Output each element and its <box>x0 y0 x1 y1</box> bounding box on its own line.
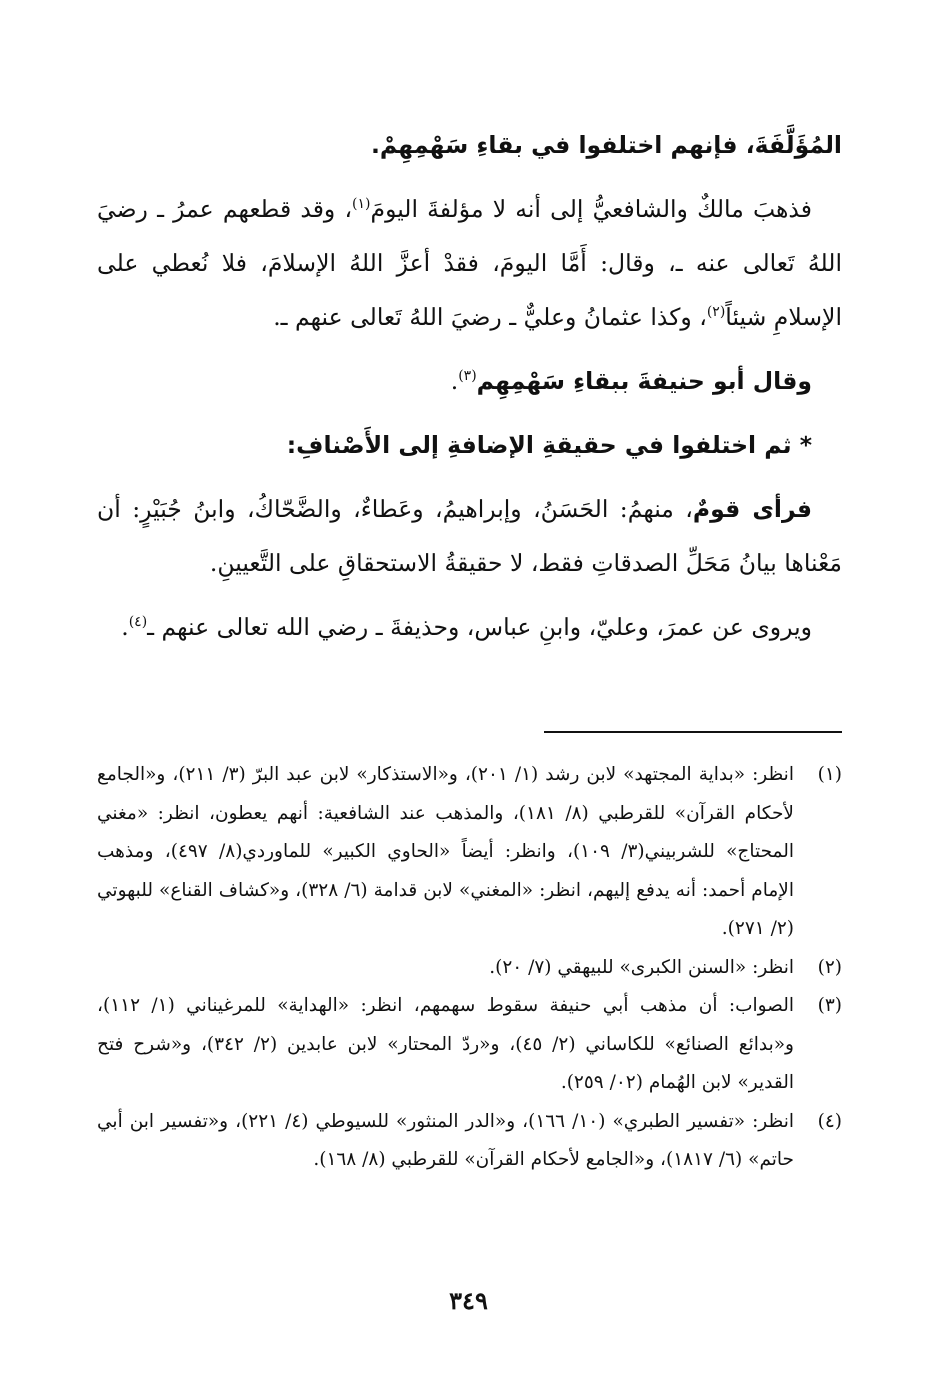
footnote-ref-3[interactable]: (٣) <box>458 368 477 385</box>
footnote-text: انظر: «تفسير الطبري» (١٠/ ١٦٦)، و«الدر المنثور» للسيوطي (٤/ ٢٢١)، و«تفسير ابن أبي حاتم» (٦/ ١٨١٧)، و«الجامع لأحكام القرآن» للقرطبي (٨/ ١٦٨). <box>97 1110 794 1170</box>
paragraph-3 <box>97 354 842 408</box>
paragraph-5-lead: فرأى قومٌ <box>692 495 812 523</box>
section-heading <box>97 418 842 472</box>
footnote-ref-2[interactable]: (٢) <box>706 304 726 321</box>
footnote-number: (١) <box>817 764 842 785</box>
paragraph-2 <box>97 182 842 344</box>
paragraph-1 <box>97 118 842 172</box>
paragraph-5-body: ، منهمُ: الحَسَنُ، وإبراهيمُ، وعَطاءٌ، والضَّحّاكُ، وابنُ جُبَيْرٍ: أن مَعْناها بيانُ مَحَلِّ الصدقاتِ فقط، لا حقيقةُ الاستحقاقِ على التَّعيينِ. <box>97 495 842 577</box>
paragraph-3-part-b: . <box>450 367 459 395</box>
footnote-ref-1[interactable]: (١) <box>352 196 371 213</box>
paragraph-3-part-a: وقال أبو حنيفةَ ببقاءِ سَهْمِهِم <box>476 367 812 395</box>
paragraph-2-part-c: ، وكذا عثمانُ وعليٌّ ـ رضيَ اللهُ تَعالى عنهم ـ. <box>273 303 707 331</box>
footnote-4 <box>97 1103 842 1180</box>
paragraph-2-part-b: ، وقد قطعهم عمرُ ـ رضيَ اللهُ تَعالى عنه ـ، وقال: أَمَّا اليومَ، فقدْ أعزَّ اللهُ الإسلامَ، فلا نُعطي على الإسلامِ شيئاً <box>97 195 842 331</box>
paragraph-6-part-b: . <box>121 613 129 641</box>
footnote-text: الصواب: أن مذهب أبي حنيفة سقوط سهمهم، انظر: «الهداية» للمرغيناني (١/ ١١٢)، و«بدائع الصنائع» للكاساني (٢/ ٤٥)، و«ردّ المحتار» لابن عابدين (٢/ ٣٤٢)، و«شرح فتح القدير» لابن الهُمام (٠٢/ ٢٥٩). <box>97 995 794 1093</box>
footnote-text: انظر: «بداية المجتهد» لابن رشد (١/ ٢٠١)، و«الاستذكار» لابن عبد البرّ (٣/ ٢١١)، و«الجامع لأحكام القرآن» للقرطبي (٨/ ١٨١)، والمذهب عند الشافعية: أنهم يعطون، انظر: «مغني المحتاج» للشربيني(٣/ ١٠٩)، وانظر: أيضاً «الحاوي الكبير» للماوردي(٨/ ٤٩٧)، ومذهب الإمام أحمد: أنه يدفع إليهم، انظر: «المغني» لابن قدامة (٦/ ٣٢٨)، و«كشاف القناع» للبهوتي (٢/ ٢٧١). <box>97 764 794 939</box>
footnote-ref-4[interactable]: (٤) <box>128 614 148 631</box>
paragraph-5 <box>97 482 842 590</box>
section-heading-text: * ثم اختلفوا في حقيقةِ الإضافةِ إلى الأَصْنافِ: <box>286 431 812 459</box>
paragraph-6 <box>97 600 842 654</box>
main-text <box>97 118 842 654</box>
paragraph-2-part-a: فذهبَ مالكٌ والشافعيُّ إلى أنه لا مؤلفةَ اليومَ <box>370 195 812 223</box>
footnote-2 <box>97 949 842 988</box>
footnote-number: (٢) <box>817 956 842 978</box>
footnote-divider <box>544 731 842 733</box>
paragraph-6-part-a: ويروى عن عمرَ، وعليّ، وابنِ عباس، وحذيفةَ ـ رضي الله تعالى عنهم ـ <box>147 613 812 641</box>
footnote-1 <box>97 756 842 949</box>
footnote-number: (٣) <box>817 995 842 1016</box>
footnotes-section <box>97 756 842 1180</box>
footnote-number: (٤) <box>817 1110 842 1132</box>
footnote-text: انظر: «السنن الكبرى» للبيهقي (٧/ ٢٠). <box>489 956 794 978</box>
paragraph-1-text: المُؤَلَّفَةَ، فإنهم اختلفوا في بقاءِ سَهْمِهِمْ. <box>370 131 842 159</box>
page-number: ٣٤٩ <box>449 1286 488 1315</box>
footnote-3 <box>97 987 842 1103</box>
